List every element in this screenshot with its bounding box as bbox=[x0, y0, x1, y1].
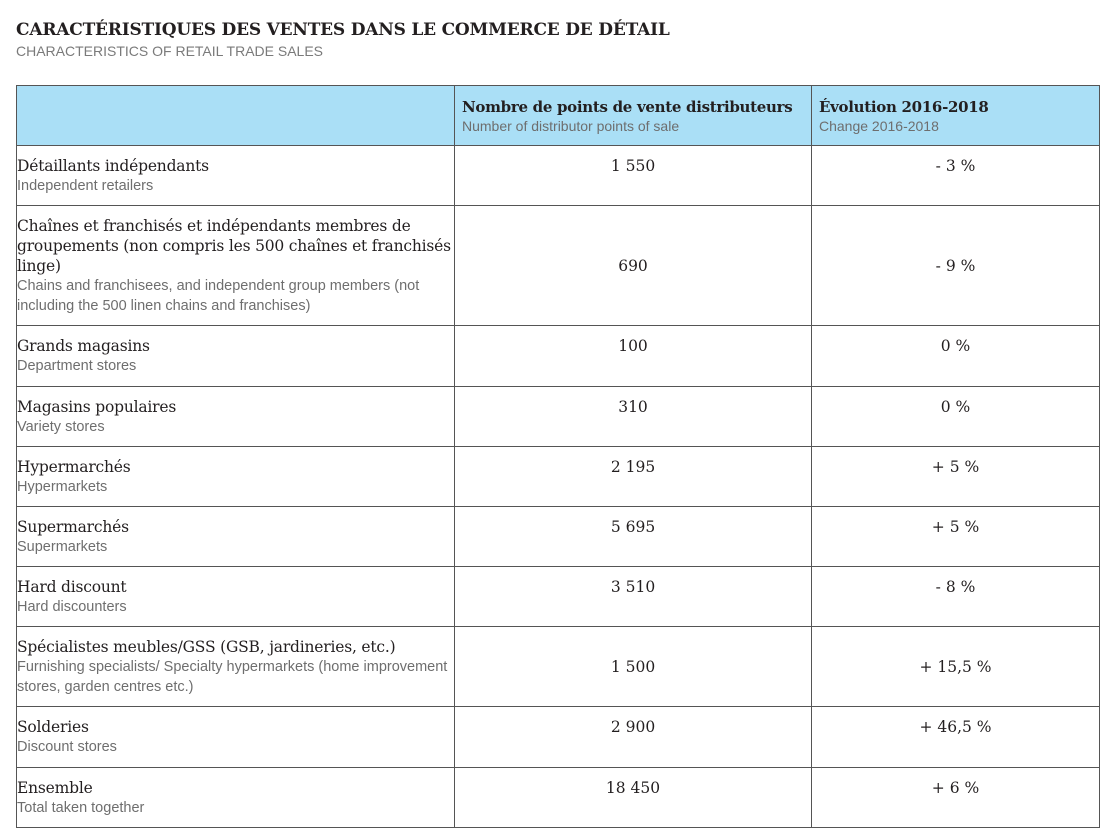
row-label bbox=[17, 387, 455, 447]
table-row bbox=[17, 507, 1100, 567]
row-count: 5 695 bbox=[455, 507, 812, 567]
row-label bbox=[17, 627, 455, 707]
row-label bbox=[17, 326, 455, 387]
row-count: 3 510 bbox=[455, 567, 812, 627]
row-label-en: Hard discounters bbox=[17, 598, 127, 615]
header-change bbox=[812, 86, 1100, 146]
table-row bbox=[17, 146, 1100, 206]
row-label-en: Furnishing specialists/ Specialty hypermarkets (home improvement stores, garden centres etc.) bbox=[17, 658, 448, 695]
row-label bbox=[17, 507, 455, 567]
row-change: - 3 % bbox=[812, 146, 1100, 206]
row-label-en: Department stores bbox=[17, 358, 137, 374]
row-count: 1 550 bbox=[455, 146, 812, 206]
table-row bbox=[17, 387, 1100, 447]
row-count: 1 500 bbox=[455, 627, 812, 707]
row-count: 18 450 bbox=[455, 768, 812, 828]
row-label-en: Variety stores bbox=[17, 418, 105, 435]
row-label-fr: Détaillants indépendants bbox=[17, 156, 209, 175]
row-count: 2 195 bbox=[455, 447, 812, 507]
row-change: 0 % bbox=[812, 387, 1100, 447]
table-header-row bbox=[17, 86, 1100, 146]
row-change: - 9 % bbox=[812, 206, 1100, 326]
row-label-fr: Spécialistes meubles/GSS (GSB, jardineries, etc.) bbox=[17, 637, 396, 656]
row-change: + 5 % bbox=[812, 447, 1100, 507]
row-label-fr: Grands magasins bbox=[17, 337, 150, 355]
table-row bbox=[17, 206, 1100, 326]
row-count: 690 bbox=[455, 206, 812, 326]
row-change: + 46,5 % bbox=[812, 707, 1100, 768]
table-row bbox=[17, 326, 1100, 387]
table-row bbox=[17, 447, 1100, 507]
header-change-fr: Évolution 2016-2018 bbox=[819, 97, 989, 116]
row-label-fr: Magasins populaires bbox=[17, 397, 177, 416]
retail-sales-table bbox=[16, 85, 1100, 828]
row-label bbox=[17, 567, 455, 627]
row-change: + 5 % bbox=[812, 507, 1100, 567]
row-label-fr: Hard discount bbox=[17, 577, 127, 596]
row-change: 0 % bbox=[812, 326, 1100, 387]
table-row bbox=[17, 627, 1100, 707]
row-label bbox=[17, 146, 455, 206]
table-row bbox=[17, 707, 1100, 768]
row-label-fr: Ensemble bbox=[17, 778, 93, 797]
header-category bbox=[17, 86, 455, 146]
row-label-fr: Chaînes et franchisés et indépendants membres de groupements (non compris les 500 chaînes et franchisés linge) bbox=[17, 216, 451, 275]
header-change-en: Change 2016-2018 bbox=[819, 117, 939, 134]
header-points-of-sale-fr: Nombre de points de vente distributeurs bbox=[462, 97, 793, 116]
row-label-fr: Hypermarchés bbox=[17, 457, 131, 476]
row-count: 2 900 bbox=[455, 707, 812, 768]
row-label bbox=[17, 206, 455, 326]
row-change: - 8 % bbox=[812, 567, 1100, 627]
row-count: 100 bbox=[455, 326, 812, 387]
row-label-fr: Solderies bbox=[17, 718, 89, 736]
row-label-en: Chains and franchisees, and independent group members (not including the 500 linen chains and franchises) bbox=[17, 277, 420, 314]
row-label-en: Total taken together bbox=[17, 799, 145, 816]
page-title: CARACTÉRISTIQUES DES VENTES DANS LE COMMERCE DE DÉTAIL bbox=[16, 20, 670, 40]
row-label bbox=[17, 768, 455, 828]
row-change: + 15,5 % bbox=[812, 627, 1100, 707]
page-subtitle: CHARACTERISTICS OF RETAIL TRADE SALES bbox=[16, 43, 324, 59]
header-points-of-sale-en: Number of distributor points of sale bbox=[462, 117, 680, 134]
row-label-en: Supermarkets bbox=[17, 538, 108, 555]
table-row bbox=[17, 567, 1100, 627]
row-label-en: Independent retailers bbox=[17, 177, 154, 194]
row-label bbox=[17, 707, 455, 768]
row-count: 310 bbox=[455, 387, 812, 447]
row-label-en: Discount stores bbox=[17, 739, 117, 755]
row-label bbox=[17, 447, 455, 507]
row-change: + 6 % bbox=[812, 768, 1100, 828]
row-label-fr: Supermarchés bbox=[17, 517, 129, 536]
row-label-en: Hypermarkets bbox=[17, 478, 108, 495]
table-row bbox=[17, 768, 1100, 828]
header-points-of-sale bbox=[455, 86, 812, 146]
